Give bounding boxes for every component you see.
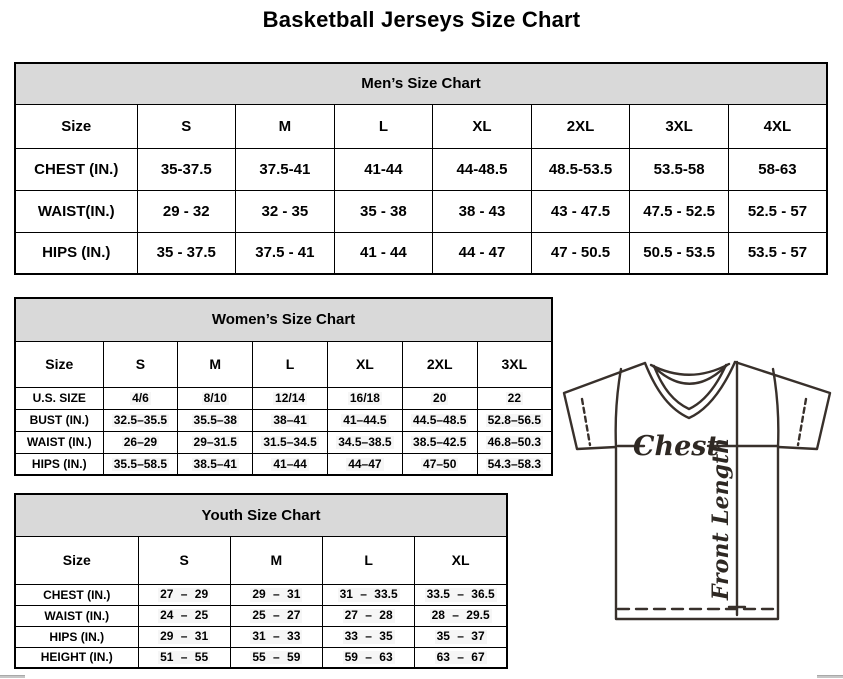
value-cell: 28 – 29.5 — [415, 605, 507, 626]
value-cell: 22 — [477, 387, 552, 409]
value-cell: 52.5 - 57 — [728, 190, 827, 232]
table-row — [15, 453, 552, 475]
column-header: S — [137, 104, 236, 148]
column-header: M — [236, 104, 335, 148]
table-row — [15, 647, 507, 668]
value-cell: 31 – 33.5 — [323, 584, 415, 605]
column-header: L — [334, 104, 433, 148]
jersey-measurement-diagram — [557, 357, 841, 627]
value-cell: 37.5-41 — [236, 148, 335, 190]
value-cell: 44 - 47 — [433, 232, 532, 274]
chest-label: Chest — [633, 431, 719, 462]
value-cell: 48.5-53.5 — [531, 148, 630, 190]
front-length-label: Front Length — [708, 437, 734, 601]
cropped-element-fragment-left — [0, 675, 25, 678]
table-row — [15, 148, 827, 190]
row-label: HEIGHT (IN.) — [15, 647, 138, 668]
value-cell: 25 – 27 — [230, 605, 322, 626]
sleeve-seam-right — [773, 369, 778, 447]
value-cell: 63 – 67 — [415, 647, 507, 668]
column-header: M — [178, 341, 253, 387]
youth-header-row — [15, 536, 507, 584]
value-cell: 29 - 32 — [137, 190, 236, 232]
column-header: 3XL — [630, 104, 729, 148]
column-header: M — [230, 536, 322, 584]
value-cell: 20 — [402, 387, 477, 409]
value-cell: 52.8–56.5 — [477, 409, 552, 431]
value-cell: 47–50 — [402, 453, 477, 475]
column-header: 2XL — [531, 104, 630, 148]
table-row — [15, 605, 507, 626]
value-cell: 35.5–58.5 — [103, 453, 178, 475]
value-cell: 55 – 59 — [230, 647, 322, 668]
value-cell: 24 – 25 — [138, 605, 230, 626]
value-cell: 27 – 28 — [323, 605, 415, 626]
column-header: 4XL — [728, 104, 827, 148]
value-cell: 44-48.5 — [433, 148, 532, 190]
value-cell: 12/14 — [253, 387, 328, 409]
value-cell: 53.5 - 57 — [728, 232, 827, 274]
value-cell: 34.5–38.5 — [327, 431, 402, 453]
value-cell: 35 - 38 — [334, 190, 433, 232]
value-cell: 58-63 — [728, 148, 827, 190]
value-cell: 35.5–38 — [178, 409, 253, 431]
row-label: WAIST (IN.) — [15, 431, 103, 453]
value-cell: 44.5–48.5 — [402, 409, 477, 431]
row-label: WAIST (IN.) — [15, 605, 138, 626]
row-label: U.S. SIZE — [15, 387, 103, 409]
value-cell: 35-37.5 — [137, 148, 236, 190]
table-row — [15, 190, 827, 232]
row-label: BUST (IN.) — [15, 409, 103, 431]
value-cell: 47 - 50.5 — [531, 232, 630, 274]
mens-chart-title: Men’s Size Chart — [15, 63, 827, 104]
value-cell: 41 - 44 — [334, 232, 433, 274]
cuff-dashed-line-right — [798, 399, 806, 445]
cuff-dashed-line-left — [582, 399, 590, 445]
value-cell: 31 – 33 — [230, 626, 322, 647]
value-cell: 41–44.5 — [327, 409, 402, 431]
value-cell: 31.5–34.5 — [253, 431, 328, 453]
value-cell: 16/18 — [327, 387, 402, 409]
row-label: HIPS (IN.) — [15, 453, 103, 475]
value-cell: 38–41 — [253, 409, 328, 431]
column-header: Size — [15, 104, 137, 148]
value-cell: 26–29 — [103, 431, 178, 453]
value-cell: 46.8–50.3 — [477, 431, 552, 453]
column-header: S — [138, 536, 230, 584]
row-label: WAIST(IN.) — [15, 190, 137, 232]
value-cell: 35 - 37.5 — [137, 232, 236, 274]
value-cell: 38.5–41 — [178, 453, 253, 475]
row-label: CHEST (IN.) — [15, 584, 138, 605]
column-header: XL — [433, 104, 532, 148]
table-row — [15, 232, 827, 274]
sleeve-seam-left — [616, 369, 621, 447]
value-cell: 47.5 - 52.5 — [630, 190, 729, 232]
value-cell: 59 – 63 — [323, 647, 415, 668]
womens-size-chart-table — [14, 297, 553, 476]
table-row — [15, 626, 507, 647]
youth-chart-title: Youth Size Chart — [15, 494, 507, 536]
value-cell: 29 – 31 — [138, 626, 230, 647]
value-cell: 32.5–35.5 — [103, 409, 178, 431]
table-row — [15, 431, 552, 453]
row-label: CHEST (IN.) — [15, 148, 137, 190]
table-row — [15, 387, 552, 409]
value-cell: 53.5-58 — [630, 148, 729, 190]
value-cell: 44–47 — [327, 453, 402, 475]
value-cell: 37.5 - 41 — [236, 232, 335, 274]
youth-size-chart-table — [14, 493, 508, 669]
mens-header-row — [15, 104, 827, 148]
value-cell: 54.3–58.3 — [477, 453, 552, 475]
womens-header-row — [15, 341, 552, 387]
value-cell: 8/10 — [178, 387, 253, 409]
value-cell: 38.5–42.5 — [402, 431, 477, 453]
column-header: S — [103, 341, 178, 387]
row-label: HIPS (IN.) — [15, 626, 138, 647]
column-header: Size — [15, 341, 103, 387]
value-cell: 29–31.5 — [178, 431, 253, 453]
value-cell: 38 - 43 — [433, 190, 532, 232]
value-cell: 27 – 29 — [138, 584, 230, 605]
value-cell: 32 - 35 — [236, 190, 335, 232]
value-cell: 35 – 37 — [415, 626, 507, 647]
page-title: Basketball Jerseys Size Chart — [262, 7, 581, 32]
value-cell: 33.5 – 36.5 — [415, 584, 507, 605]
column-header: XL — [327, 341, 402, 387]
womens-chart-title: Women’s Size Chart — [15, 298, 552, 341]
value-cell: 50.5 - 53.5 — [630, 232, 729, 274]
cropped-element-fragment-right — [817, 675, 843, 678]
value-cell: 4/6 — [103, 387, 178, 409]
value-cell: 43 - 47.5 — [531, 190, 630, 232]
value-cell: 41–44 — [253, 453, 328, 475]
column-header: 2XL — [402, 341, 477, 387]
value-cell: 29 – 31 — [230, 584, 322, 605]
column-header: Size — [15, 536, 138, 584]
column-header: XL — [415, 536, 507, 584]
table-row — [15, 409, 552, 431]
column-header: L — [253, 341, 328, 387]
column-header: L — [323, 536, 415, 584]
value-cell: 33 – 35 — [323, 626, 415, 647]
mens-size-chart-table — [14, 62, 828, 275]
jersey-outline — [564, 362, 830, 619]
value-cell: 51 – 55 — [138, 647, 230, 668]
table-row — [15, 584, 507, 605]
row-label: HIPS (IN.) — [15, 232, 137, 274]
column-header: 3XL — [477, 341, 552, 387]
value-cell: 41-44 — [334, 148, 433, 190]
